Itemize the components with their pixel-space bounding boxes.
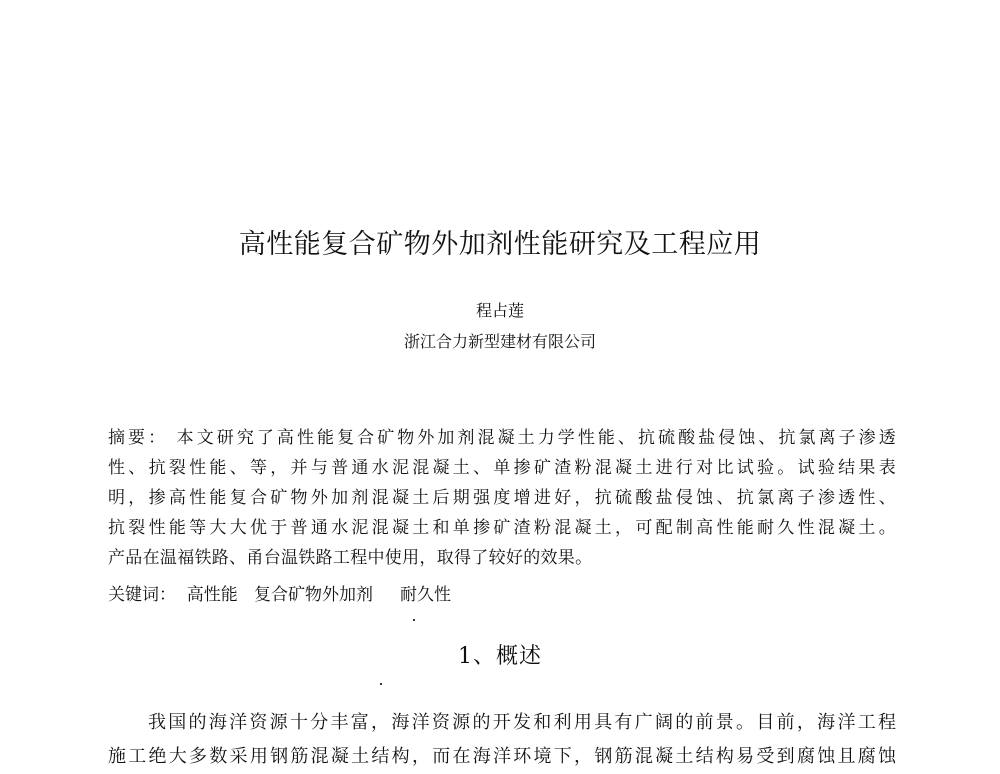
body-text <box>108 706 896 774</box>
author-name: 程占莲 <box>475 301 524 320</box>
paper-title: 高性能复合矿物外加剂性能研究及工程应用 <box>238 229 762 260</box>
body-line: 施工绝大多数采用钢筋混凝土结构，而在海洋环境下，钢筋混凝土结构易受到腐蚀且腐蚀 <box>108 746 896 767</box>
author-affiliation: 浙江合力新型建材有限公司 <box>403 332 596 351</box>
scan-speck <box>380 683 382 685</box>
abstract-line: 明，掺高性能复合矿物外加剂混凝土后期强度增进好，抗硫酸盐侵蚀、抗氯离子渗透性、 <box>108 488 896 508</box>
section-heading: 1、概述 <box>458 644 542 669</box>
abstract-line: 产品在温福铁路、甬台温铁路工程中使用，取得了较好的效果。 <box>108 548 593 568</box>
body-line: 我国的海洋资源十分丰富，海洋资源的开发和利用具有广阔的前景。目前，海洋工程 <box>148 712 896 733</box>
abstract-line: 抗裂性能等大大优于普通水泥混凝土和单掺矿渣粉混凝土，可配制高性能耐久性混凝土。 <box>108 518 896 538</box>
abstract <box>108 423 896 573</box>
scan-speck <box>413 619 415 621</box>
keywords: 关键词： 高性能 复合矿物外加剂 耐久性 <box>108 585 452 605</box>
abstract-line: 摘要： 本文研究了高性能复合矿物外加剂混凝土力学性能、抗硫酸盐侵蚀、抗氯离子渗透 <box>108 428 896 448</box>
abstract-line: 性、抗裂性能、等，并与普通水泥混凝土、单掺矿渣粉混凝土进行对比试验。试验结果表 <box>108 458 896 478</box>
